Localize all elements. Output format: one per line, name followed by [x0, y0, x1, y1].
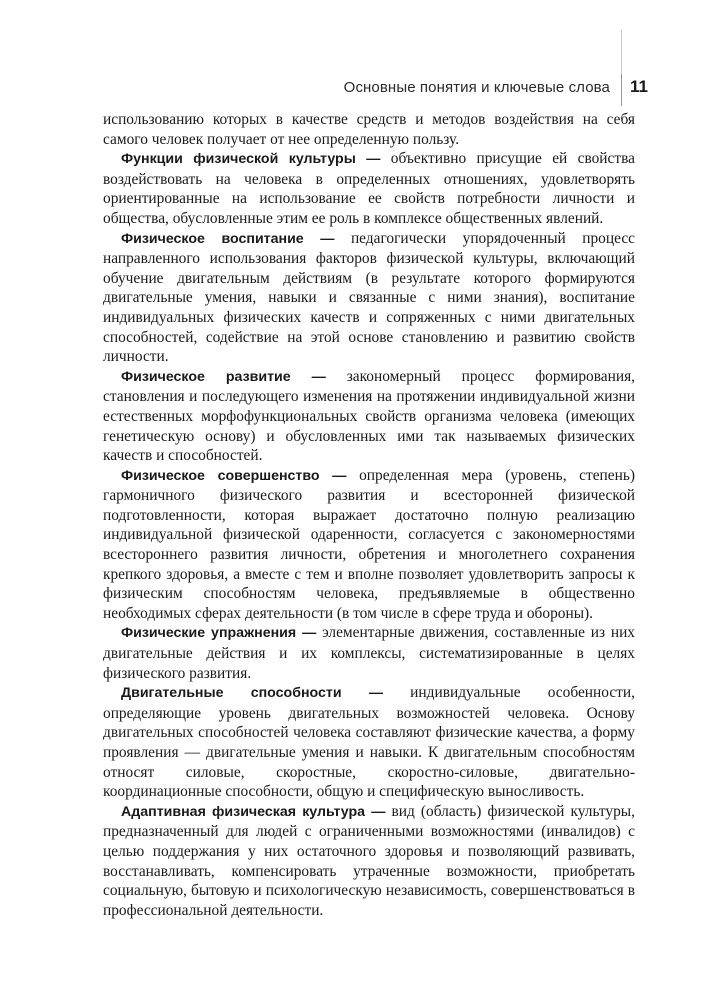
definition-text: определенная мера (уровень, степень) гармоничного физического развития и всесторонней физической подготовленности, которая выражает достаточно полную реализацию индивидуальной физической одаренности, согласуется с закономерностями всестороннего развития личности, обретения и многолетнего сохранения крепкого здоровья, а вместе с тем и вполне позволяет удовлетворить запросы к физическим способностям человека, предъявляемые в общественно необходимых сферах деятельности (в том числе в сфере труда и обороны).	[103, 466, 635, 622]
definition-adaptive-physical-culture	[103, 802, 635, 921]
definition-text: индивидуальные особенности, определяющие уровень двигательных возможностей человека. Основу двигательных способностей человека составляют физические качества, а форму проявления — двигательные умения и навыки. К двигательным способностям относят силовые, скоростные, скоростно-силовые, двигательно-координационные способности, общую и специфическую выносливость.	[103, 684, 635, 801]
definition-term: Физическое развитие —	[121, 368, 326, 385]
definition-text: закономерный процесс формирования, становления и последующего изменения на протяжении индивидуальной жизни естественных морфофункциональных свойств организма человека (имеющих генетическую основу) и обусловленных ими так называемых физических качеств и способностей.	[103, 367, 636, 465]
running-title: Основные понятия и ключевые слова	[343, 79, 610, 96]
body-text	[103, 110, 635, 920]
page-header	[0, 74, 718, 106]
definition-term: Физическое воспитание —	[121, 230, 335, 247]
definition-term: Функции физической культуры —	[121, 151, 381, 168]
definition-text: объективно присущие ей свойства воздействовать на человека в определенных отношениях, удовлетворять ориентированные на использование ее свойств потребности личности и общества, обусловленные этим ее роль в комплексе общественных явлений.	[103, 150, 635, 227]
definition-physical-exercises	[103, 623, 635, 683]
definition-text: вид (область) физической культуры, предназначенный для людей с ограниченными возможностями (инвалидов) с целью поддержания у них остаточного здоровья и позволяющий развивать, восстанавливать, компенсировать утраченные возможности, приобретать социальную, бытовую и психологическую независимость, совершенствоваться в профессиональной деятельности.	[103, 802, 635, 919]
paragraph-continuation	[103, 110, 635, 149]
header-vertical-rule-top	[621, 30, 622, 74]
definition-physical-perfection	[103, 466, 635, 624]
definition-physical-development	[103, 367, 635, 466]
definition-text: педагогически упорядоченный процесс направленного использования факторов физической культуры, включающий обучение двигательным действиям (в результате которого формируются двигательные умения, навыки и связанные с ними знания), воспитание индивидуальных физических качеств и сопряженных с ними двигательных способностей, содействие на этой основе становлению и развитию свойств личности.	[103, 229, 635, 366]
definition-term: Адаптивная физическая культура —	[121, 803, 386, 820]
paragraph-text: использованию которых в качестве средств и методов воздействия на себя самого человек получает от нее определенную пользу.	[103, 111, 635, 148]
definition-motor-abilities	[103, 683, 635, 802]
definition-functions	[103, 149, 635, 228]
page-number: 11	[630, 77, 648, 96]
definition-physical-education	[103, 229, 635, 367]
definition-term: Физические упражнения —	[121, 625, 317, 642]
definition-text: элементарные движения, составленные из них двигательные действия и их комплексы, систематизированные в целях физического развития.	[103, 624, 636, 682]
definition-term: Физическое совершенство —	[121, 467, 347, 484]
definition-term: Двигательные способности —	[121, 685, 384, 702]
header-divider	[621, 74, 622, 106]
